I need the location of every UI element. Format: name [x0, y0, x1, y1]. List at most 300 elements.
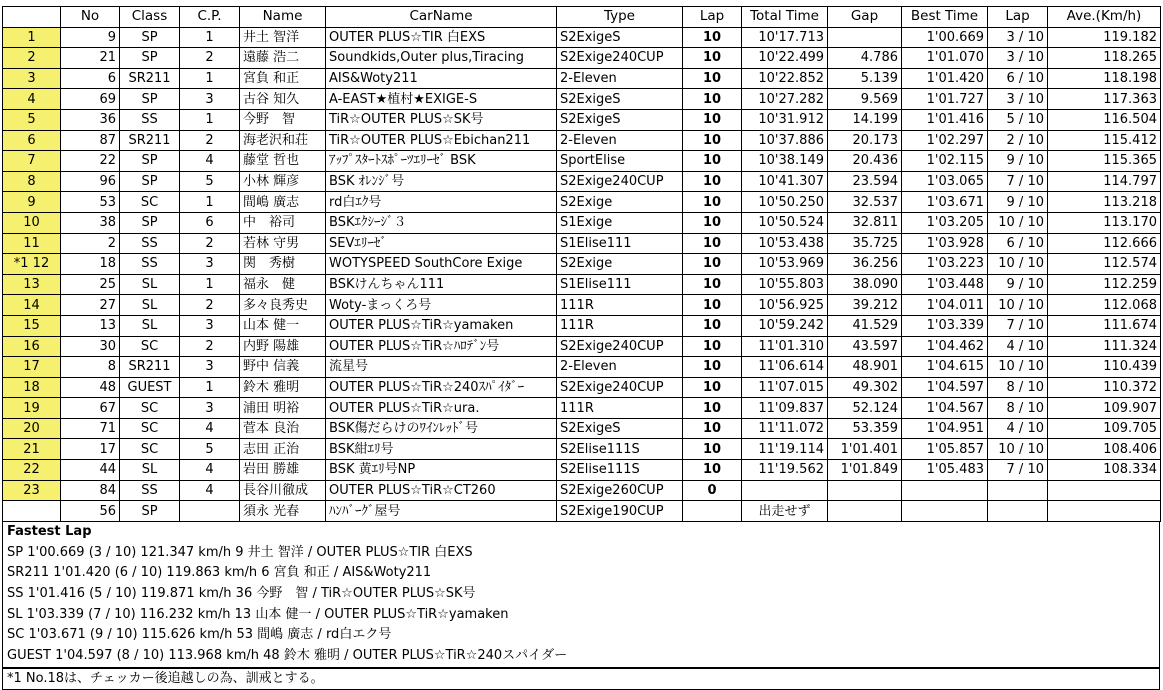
class-position-cell: 1	[180, 192, 240, 213]
best-lap-cell: 10 / 10	[988, 212, 1048, 233]
total-time-cell: 10'59.242	[742, 315, 828, 336]
best-lap-cell: 7 / 10	[988, 460, 1048, 481]
header-carname: CarName	[326, 7, 557, 28]
class-cell: SC	[120, 336, 180, 357]
car-type-cell: S2Exige240CUP	[557, 48, 683, 69]
car-name-cell: ｱｯﾌﾟｽﾀｰﾄｽﾎﾟｰﾂｴﾘｰｾﾞ BSK	[326, 151, 557, 172]
average-speed-cell: 115.365	[1048, 151, 1161, 172]
position-cell: 10	[3, 212, 61, 233]
best-lap-cell: 10 / 10	[988, 357, 1048, 378]
header-no: No	[61, 7, 120, 28]
best-time-cell: 1'05.857	[902, 439, 988, 460]
average-speed-cell: 113.218	[1048, 192, 1161, 213]
total-time-cell: 11'19.562	[742, 460, 828, 481]
class-cell: SR211	[120, 130, 180, 151]
driver-name-cell: 若林 守男	[240, 233, 326, 254]
class-cell: SS	[120, 480, 180, 501]
results-table	[2, 6, 1161, 522]
driver-name-cell: 遠藤 浩二	[240, 48, 326, 69]
car-type-cell: S2Exige240CUP	[557, 336, 683, 357]
average-speed-cell: 119.182	[1048, 27, 1161, 48]
car-number-cell: 87	[61, 130, 120, 151]
best-time-cell: 1'03.448	[902, 274, 988, 295]
car-number-cell: 8	[61, 357, 120, 378]
average-speed-cell: 111.324	[1048, 336, 1161, 357]
header-name: Name	[240, 7, 326, 28]
laps-cell: 10	[683, 233, 742, 254]
best-lap-cell: 5 / 10	[988, 109, 1048, 130]
driver-name-cell: 野中 信義	[240, 357, 326, 378]
laps-cell: 0	[683, 480, 742, 501]
laps-cell: 10	[683, 418, 742, 439]
header-position	[3, 7, 61, 28]
car-type-cell: S2ExigeS	[557, 109, 683, 130]
average-speed-cell: 113.170	[1048, 212, 1161, 233]
gap-cell: 32.811	[828, 212, 902, 233]
gap-cell: 20.436	[828, 151, 902, 172]
gap-cell: 49.302	[828, 377, 902, 398]
best-lap-cell: 6 / 10	[988, 233, 1048, 254]
class-position-cell: 3	[180, 315, 240, 336]
average-speed-cell: 118.198	[1048, 68, 1161, 89]
gap-cell: 23.594	[828, 171, 902, 192]
table-row	[3, 501, 1161, 522]
class-position-cell: 1	[180, 109, 240, 130]
position-cell: 4	[3, 89, 61, 110]
total-time-cell: 11'11.072	[742, 418, 828, 439]
class-cell: SP	[120, 501, 180, 522]
driver-name-cell: 鈴木 雅明	[240, 377, 326, 398]
class-position-cell: 2	[180, 295, 240, 316]
car-name-cell: OUTER PLUS☆TIR 白EXS	[326, 27, 557, 48]
gap-cell	[828, 27, 902, 48]
class-cell: SC	[120, 439, 180, 460]
gap-cell	[828, 480, 902, 501]
position-cell: 2	[3, 48, 61, 69]
car-type-cell: S1Elise111	[557, 274, 683, 295]
car-type-cell: 111R	[557, 315, 683, 336]
car-type-cell: S2Exige240CUP	[557, 171, 683, 192]
driver-name-cell: 志田 正治	[240, 439, 326, 460]
best-lap-cell: 7 / 10	[988, 315, 1048, 336]
table-row	[3, 295, 1161, 316]
table-row	[3, 27, 1161, 48]
table-row	[3, 48, 1161, 69]
best-lap-cell: 8 / 10	[988, 377, 1048, 398]
car-number-cell: 18	[61, 254, 120, 275]
best-lap-cell: 9 / 10	[988, 192, 1048, 213]
position-cell: 19	[3, 398, 61, 419]
laps-cell: 10	[683, 48, 742, 69]
class-position-cell: 3	[180, 89, 240, 110]
table-row	[3, 315, 1161, 336]
total-time-cell: 10'38.149	[742, 151, 828, 172]
table-row	[3, 377, 1161, 398]
car-name-cell: TiR☆OUTER PLUS☆Ebichan211	[326, 130, 557, 151]
table-row	[3, 254, 1161, 275]
class-position-cell: 2	[180, 336, 240, 357]
table-row	[3, 130, 1161, 151]
driver-name-cell: 須永 光春	[240, 501, 326, 522]
class-position-cell: 3	[180, 398, 240, 419]
class-cell: SC	[120, 398, 180, 419]
laps-cell	[683, 501, 742, 522]
car-name-cell: WOTYSPEED SouthCore Exige	[326, 254, 557, 275]
gap-cell: 53.359	[828, 418, 902, 439]
driver-name-cell: 中 裕司	[240, 212, 326, 233]
car-name-cell: BSK紺ｴﾘ号	[326, 439, 557, 460]
table-row	[3, 274, 1161, 295]
total-time-cell: 10'27.282	[742, 89, 828, 110]
car-type-cell: S2Exige	[557, 254, 683, 275]
average-speed-cell: 109.705	[1048, 418, 1161, 439]
fastest-lap-section	[2, 522, 1160, 668]
laps-cell: 10	[683, 171, 742, 192]
best-time-cell: 1'01.420	[902, 68, 988, 89]
position-cell: 11	[3, 233, 61, 254]
driver-name-cell: 長谷川徹成	[240, 480, 326, 501]
class-cell: SP	[120, 151, 180, 172]
average-speed-cell: 108.406	[1048, 439, 1161, 460]
class-cell: SP	[120, 171, 180, 192]
car-name-cell: ﾊﾝﾊﾞｰｸﾞ屋号	[326, 501, 557, 522]
best-time-cell: 1'04.597	[902, 377, 988, 398]
average-speed-cell: 114.797	[1048, 171, 1161, 192]
header-lap: Lap	[683, 7, 742, 28]
best-lap-cell: 4 / 10	[988, 336, 1048, 357]
total-time-cell: 11'09.837	[742, 398, 828, 419]
average-speed-cell: 117.363	[1048, 89, 1161, 110]
table-row	[3, 398, 1161, 419]
driver-name-cell: 福永 健	[240, 274, 326, 295]
driver-name-cell: 小林 輝彦	[240, 171, 326, 192]
table-row	[3, 68, 1161, 89]
best-time-cell: 1'03.205	[902, 212, 988, 233]
gap-cell: 52.124	[828, 398, 902, 419]
total-time-cell: 10'56.925	[742, 295, 828, 316]
class-position-cell: 5	[180, 439, 240, 460]
car-number-cell: 53	[61, 192, 120, 213]
car-number-cell: 21	[61, 48, 120, 69]
best-time-cell: 1'01.070	[902, 48, 988, 69]
total-time-cell	[742, 480, 828, 501]
car-type-cell: S2Elise111S	[557, 439, 683, 460]
gap-cell: 20.173	[828, 130, 902, 151]
car-type-cell: S2ExigeS	[557, 89, 683, 110]
footnote-text: *1 No.18は、チェッカー後追越しの為、訓戒とする。	[7, 670, 324, 686]
car-name-cell: BSK 黄ｴﾘ号NP	[326, 460, 557, 481]
best-time-cell: 1'03.339	[902, 315, 988, 336]
average-speed-cell: 112.068	[1048, 295, 1161, 316]
total-time-cell: 10'22.499	[742, 48, 828, 69]
total-time-cell: 10'53.969	[742, 254, 828, 275]
position-cell: 5	[3, 109, 61, 130]
header-best-lap: Lap	[988, 7, 1048, 28]
gap-cell: 1'01.401	[828, 439, 902, 460]
total-time-cell: 11'06.614	[742, 357, 828, 378]
class-cell: SL	[120, 295, 180, 316]
car-number-cell: 27	[61, 295, 120, 316]
laps-cell: 10	[683, 130, 742, 151]
position-cell: 14	[3, 295, 61, 316]
car-type-cell: S2ExigeS	[557, 418, 683, 439]
car-name-cell: OUTER PLUS☆TiR☆ﾊﾛﾃﾞﾝ号	[326, 336, 557, 357]
header-total-time: Total Time	[742, 7, 828, 28]
best-lap-cell: 2 / 10	[988, 130, 1048, 151]
class-position-cell: 1	[180, 274, 240, 295]
class-position-cell: 2	[180, 130, 240, 151]
position-cell: 16	[3, 336, 61, 357]
car-type-cell: 2-Eleven	[557, 68, 683, 89]
header-average-speed: Ave.(Km/h)	[1048, 7, 1161, 28]
fastest-lap-title: Fastest Lap	[7, 523, 92, 539]
total-time-cell: 10'55.803	[742, 274, 828, 295]
position-cell: 7	[3, 151, 61, 172]
class-cell: SR211	[120, 357, 180, 378]
total-time-cell: 出走せず	[742, 501, 828, 522]
average-speed-cell: 115.412	[1048, 130, 1161, 151]
laps-cell: 10	[683, 109, 742, 130]
best-lap-cell: 3 / 10	[988, 27, 1048, 48]
car-type-cell: S2Exige260CUP	[557, 480, 683, 501]
best-lap-cell: 3 / 10	[988, 48, 1048, 69]
header-type: Type	[557, 7, 683, 28]
class-cell: SP	[120, 48, 180, 69]
fastest-lap-line: SC 1'03.671 (9 / 10) 115.626 km/h 53 間嶋 廣志 / rd白エク号	[7, 627, 392, 643]
table-row	[3, 439, 1161, 460]
best-time-cell: 1'04.615	[902, 357, 988, 378]
driver-name-cell: 藤堂 哲也	[240, 151, 326, 172]
table-row	[3, 480, 1161, 501]
laps-cell: 10	[683, 460, 742, 481]
car-number-cell: 96	[61, 171, 120, 192]
car-name-cell: BSKけんちゃん111	[326, 274, 557, 295]
car-name-cell: OUTER PLUS☆TiR☆ura.	[326, 398, 557, 419]
fastest-lap-line: SL 1'03.339 (7 / 10) 116.232 km/h 13 山本 健一 / OUTER PLUS☆TiR☆yamaken	[7, 606, 509, 622]
best-time-cell: 1'03.928	[902, 233, 988, 254]
best-time-cell: 1'02.297	[902, 130, 988, 151]
car-number-cell: 67	[61, 398, 120, 419]
driver-name-cell: 内野 陽雄	[240, 336, 326, 357]
laps-cell: 10	[683, 357, 742, 378]
best-lap-cell: 10 / 10	[988, 295, 1048, 316]
best-lap-cell: 6 / 10	[988, 68, 1048, 89]
total-time-cell: 10'50.524	[742, 212, 828, 233]
class-cell: GUEST	[120, 377, 180, 398]
car-type-cell: 2-Eleven	[557, 130, 683, 151]
driver-name-cell: 今野 智	[240, 109, 326, 130]
class-cell: SS	[120, 254, 180, 275]
class-position-cell: 5	[180, 171, 240, 192]
position-cell: *1 12	[3, 254, 61, 275]
total-time-cell: 10'50.250	[742, 192, 828, 213]
class-position-cell: 4	[180, 418, 240, 439]
car-name-cell: rd白ｴｸ号	[326, 192, 557, 213]
driver-name-cell: 海老沢和荘	[240, 130, 326, 151]
laps-cell: 10	[683, 295, 742, 316]
gap-cell	[828, 501, 902, 522]
header-gap: Gap	[828, 7, 902, 28]
car-name-cell: OUTER PLUS☆TiR☆yamaken	[326, 315, 557, 336]
car-number-cell: 48	[61, 377, 120, 398]
best-lap-cell: 8 / 10	[988, 398, 1048, 419]
average-speed-cell: 112.259	[1048, 274, 1161, 295]
laps-cell: 10	[683, 151, 742, 172]
header-row	[3, 7, 1161, 28]
car-number-cell: 25	[61, 274, 120, 295]
gap-cell: 41.529	[828, 315, 902, 336]
total-time-cell: 10'22.852	[742, 68, 828, 89]
car-type-cell: S1Elise111	[557, 233, 683, 254]
results-document	[2, 6, 1160, 690]
car-number-cell: 22	[61, 151, 120, 172]
car-number-cell: 2	[61, 233, 120, 254]
best-time-cell: 1'04.951	[902, 418, 988, 439]
class-cell: SC	[120, 418, 180, 439]
car-number-cell: 17	[61, 439, 120, 460]
table-row	[3, 233, 1161, 254]
driver-name-cell: 古谷 知久	[240, 89, 326, 110]
car-type-cell: S2Exige240CUP	[557, 377, 683, 398]
gap-cell: 4.786	[828, 48, 902, 69]
class-cell: SS	[120, 109, 180, 130]
best-lap-cell: 10 / 10	[988, 254, 1048, 275]
laps-cell: 10	[683, 398, 742, 419]
gap-cell: 38.090	[828, 274, 902, 295]
best-time-cell: 1'04.462	[902, 336, 988, 357]
class-cell: SS	[120, 233, 180, 254]
total-time-cell: 10'17.713	[742, 27, 828, 48]
average-speed-cell	[1048, 501, 1161, 522]
average-speed-cell: 112.574	[1048, 254, 1161, 275]
table-row	[3, 418, 1161, 439]
best-time-cell: 1'03.223	[902, 254, 988, 275]
position-cell: 23	[3, 480, 61, 501]
class-position-cell: 6	[180, 212, 240, 233]
driver-name-cell: 関 秀樹	[240, 254, 326, 275]
driver-name-cell: 宮負 和正	[240, 68, 326, 89]
gap-cell: 1'01.849	[828, 460, 902, 481]
position-cell: 1	[3, 27, 61, 48]
total-time-cell: 11'01.310	[742, 336, 828, 357]
car-type-cell: S2Exige190CUP	[557, 501, 683, 522]
gap-cell: 35.725	[828, 233, 902, 254]
best-lap-cell: 10 / 10	[988, 439, 1048, 460]
best-time-cell: 1'02.115	[902, 151, 988, 172]
average-speed-cell: 110.439	[1048, 357, 1161, 378]
position-cell: 3	[3, 68, 61, 89]
driver-name-cell: 井土 智洋	[240, 27, 326, 48]
laps-cell: 10	[683, 439, 742, 460]
class-cell: SL	[120, 274, 180, 295]
laps-cell: 10	[683, 212, 742, 233]
average-speed-cell: 112.666	[1048, 233, 1161, 254]
best-lap-cell: 9 / 10	[988, 274, 1048, 295]
average-speed-cell	[1048, 480, 1161, 501]
car-name-cell: SEVｴﾘｰｾﾞ	[326, 233, 557, 254]
position-cell: 20	[3, 418, 61, 439]
car-name-cell: A-EAST★植村★EXIGE-S	[326, 89, 557, 110]
fastest-lap-line: SR211 1'01.420 (6 / 10) 119.863 km/h 6 宮負 和正 / AIS&Woty211	[7, 565, 432, 581]
car-number-cell: 6	[61, 68, 120, 89]
class-position-cell: 1	[180, 27, 240, 48]
table-row	[3, 357, 1161, 378]
driver-name-cell: 山本 健一	[240, 315, 326, 336]
car-number-cell: 69	[61, 89, 120, 110]
class-position-cell: 3	[180, 357, 240, 378]
best-time-cell: 1'05.483	[902, 460, 988, 481]
driver-name-cell: 菅本 良治	[240, 418, 326, 439]
driver-name-cell: 浦田 明裕	[240, 398, 326, 419]
fastest-lap-line: SS 1'01.416 (5 / 10) 119.871 km/h 36 今野 智 / TiR☆OUTER PLUS☆SK号	[7, 585, 476, 601]
gap-cell: 43.597	[828, 336, 902, 357]
best-time-cell	[902, 480, 988, 501]
total-time-cell: 10'41.307	[742, 171, 828, 192]
best-lap-cell	[988, 480, 1048, 501]
best-time-cell: 1'03.671	[902, 192, 988, 213]
position-cell: 21	[3, 439, 61, 460]
laps-cell: 10	[683, 192, 742, 213]
position-cell: 8	[3, 171, 61, 192]
car-number-cell: 30	[61, 336, 120, 357]
class-position-cell: 2	[180, 48, 240, 69]
total-time-cell: 11'19.114	[742, 439, 828, 460]
class-position-cell: 1	[180, 377, 240, 398]
best-time-cell	[902, 501, 988, 522]
best-time-cell: 1'04.011	[902, 295, 988, 316]
table-row	[3, 109, 1161, 130]
footnote	[2, 668, 1160, 690]
car-type-cell: SportElise	[557, 151, 683, 172]
laps-cell: 10	[683, 89, 742, 110]
gap-cell: 9.569	[828, 89, 902, 110]
car-type-cell: 111R	[557, 398, 683, 419]
fastest-lap-line: GUEST 1'04.597 (8 / 10) 113.968 km/h 48 鈴木 雅明 / OUTER PLUS☆TiR☆240スパイダー	[7, 647, 568, 663]
best-time-cell: 1'00.669	[902, 27, 988, 48]
class-position-cell	[180, 501, 240, 522]
total-time-cell: 11'07.015	[742, 377, 828, 398]
laps-cell: 10	[683, 336, 742, 357]
table-row	[3, 192, 1161, 213]
best-time-cell: 1'01.416	[902, 109, 988, 130]
table-row	[3, 89, 1161, 110]
car-number-cell: 38	[61, 212, 120, 233]
car-name-cell: TiR☆OUTER PLUS☆SK号	[326, 109, 557, 130]
car-name-cell: Soundkids,Outer plus,Tiracing	[326, 48, 557, 69]
class-cell: SP	[120, 27, 180, 48]
car-name-cell: BSKｴｸｼｰｼﾞ３	[326, 212, 557, 233]
car-name-cell: OUTER PLUS☆TiR☆240ｽﾊﾟｲﾀﾞｰ	[326, 377, 557, 398]
class-cell: SP	[120, 212, 180, 233]
car-type-cell: 2-Eleven	[557, 357, 683, 378]
car-number-cell: 44	[61, 460, 120, 481]
best-lap-cell: 3 / 10	[988, 89, 1048, 110]
best-lap-cell: 7 / 10	[988, 171, 1048, 192]
class-cell: SL	[120, 315, 180, 336]
best-lap-cell: 4 / 10	[988, 418, 1048, 439]
class-position-cell: 4	[180, 460, 240, 481]
header-class: Class	[120, 7, 180, 28]
car-name-cell: BSK傷だらけのﾜｲﾝﾚｯﾄﾞ号	[326, 418, 557, 439]
average-speed-cell: 108.334	[1048, 460, 1161, 481]
best-time-cell: 1'03.065	[902, 171, 988, 192]
average-speed-cell: 118.265	[1048, 48, 1161, 69]
car-name-cell: AIS&Woty211	[326, 68, 557, 89]
table-row	[3, 460, 1161, 481]
position-cell: 18	[3, 377, 61, 398]
car-type-cell: S1Exige	[557, 212, 683, 233]
table-row	[3, 171, 1161, 192]
